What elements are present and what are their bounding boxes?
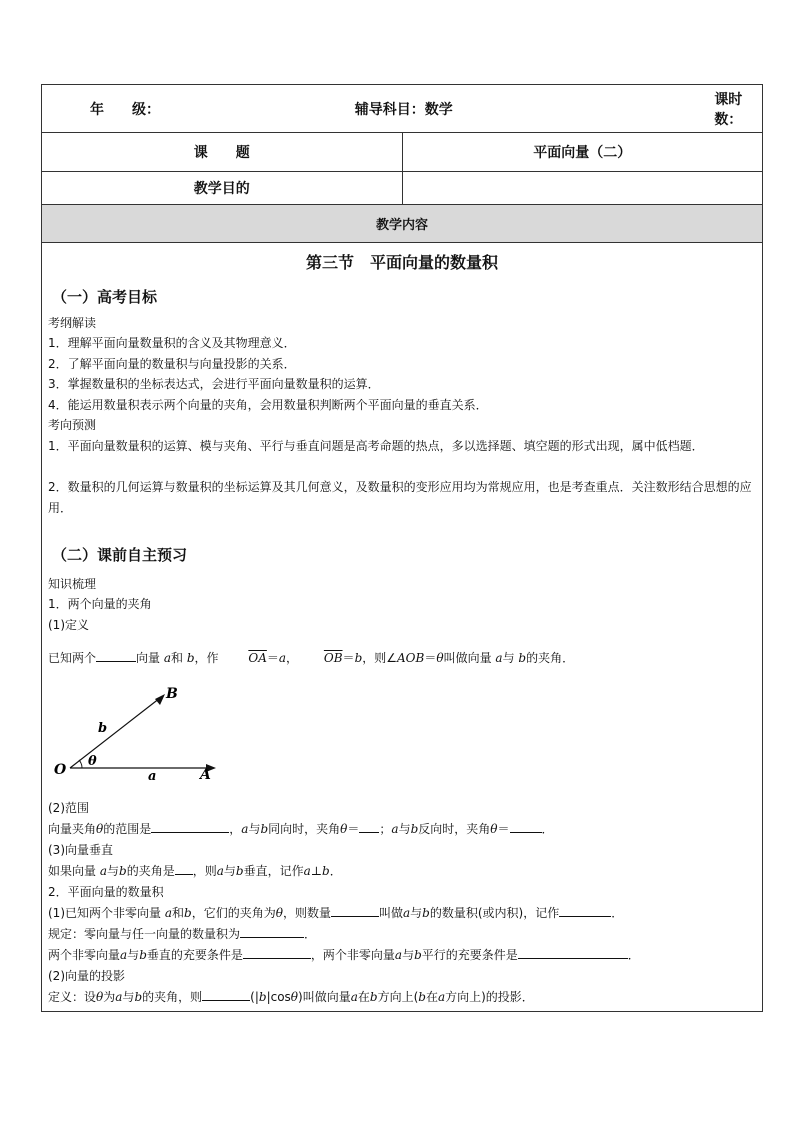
perpendicular-line: 如果向量 a与b的夹角是 ，则a与b垂直，记作a⊥b． (48, 864, 342, 878)
part2-title: （二）课前自主预习 (52, 546, 188, 564)
topic-value: 平面向量（二） (402, 133, 763, 172)
lesson-plan-table (41, 84, 763, 1012)
syllabus-item: 3．掌握数量积的坐标表达式，会进行平面向量数量积的运算． (48, 377, 380, 391)
theta-label: θ (88, 754, 97, 769)
section-title: 第三节 平面向量的数量积 (305, 253, 498, 272)
item2-title: 2．平面向量的数量积 (48, 885, 164, 899)
syllabus-item: 4．能运用数量积表示两个向量的夹角，会用数量积判断两个平面向量的垂直关系． (48, 398, 488, 412)
syllabus-heading: 考纲解读 (48, 316, 97, 330)
knowledge-heading: 知识梳理 (48, 577, 97, 591)
forecast-item: 2．数量积的几何运算与数量积的坐标运算及其几何意义，及数量积的变形应用均为常规应用，也是考查重点．关注数形结合思想的应用． (48, 480, 752, 515)
forecast-heading: 考向预测 (48, 418, 97, 432)
header-row (42, 85, 763, 133)
projection-line: 定义：设θ为a与b的夹角，则 (|b|cosθ)叫做向量a在b方向上(b在a方向上)的投影． (48, 990, 534, 1004)
syllabus-item: 1．理解平面向量数量积的含义及其物理意义． (48, 336, 296, 350)
subject-label: 辅导科目：数学 (354, 101, 453, 118)
point-a-label: A (200, 767, 211, 783)
content-header: 教学内容 (42, 205, 763, 243)
part1-title: （一）高考目标 (52, 288, 158, 306)
grade-label: 年 级： (90, 101, 160, 118)
item1-title: 1．两个向量的夹角 (48, 597, 152, 611)
definition-line: 已知两个 向量 a和 b，作 $\overline{OA}=a$， $\overline{OB}=b$，则∠AOB＝θ叫做向量 a与 b的夹角． (48, 651, 575, 665)
projection-title: (2)向量的投影 (48, 969, 125, 983)
range-line: 向量夹角θ的范围是 ，a与b同向时，夹角θ＝ ；a与b反向时，夹角θ＝ ． (48, 822, 554, 836)
syllabus-item: 2．了解平面向量的数量积与向量投影的关系． (48, 357, 296, 371)
forecast-item: 1．平面向量数量积的运算、模与夹角、平行与垂直问题是高考命题的热点，多以选择题、填空题的形式出现，属中低档题． (48, 439, 704, 453)
range-title: (2)范围 (48, 801, 89, 815)
point-o-label: O (54, 762, 67, 778)
angle-diagram (48, 684, 258, 789)
vector-a-label: a (148, 769, 157, 784)
topic-label: 课 题 (42, 133, 403, 172)
definition-title: (1)定义 (48, 618, 89, 632)
perpendicular-title: (3)向量垂直 (48, 843, 113, 857)
vector-b-label: b (98, 721, 108, 736)
goal-value (402, 172, 763, 205)
hours-label: 课时数： (714, 91, 743, 128)
point-b-label: B (166, 686, 178, 702)
condition-line: 两个非零向量a与b垂直的充要条件是 ，两个非零向量a与b平行的充要条件是 ． (48, 948, 640, 962)
content-cell (42, 243, 763, 1012)
rule-line: 规定：零向量与任一向量的数量积为 ． (48, 927, 317, 941)
dot-product-line: (1)已知两个非零向量 a和b，它们的夹角为θ，则数量 叫做a与b的数量积(或内积)，记作 ． (48, 906, 624, 920)
goal-label: 教学目的 (42, 172, 403, 205)
